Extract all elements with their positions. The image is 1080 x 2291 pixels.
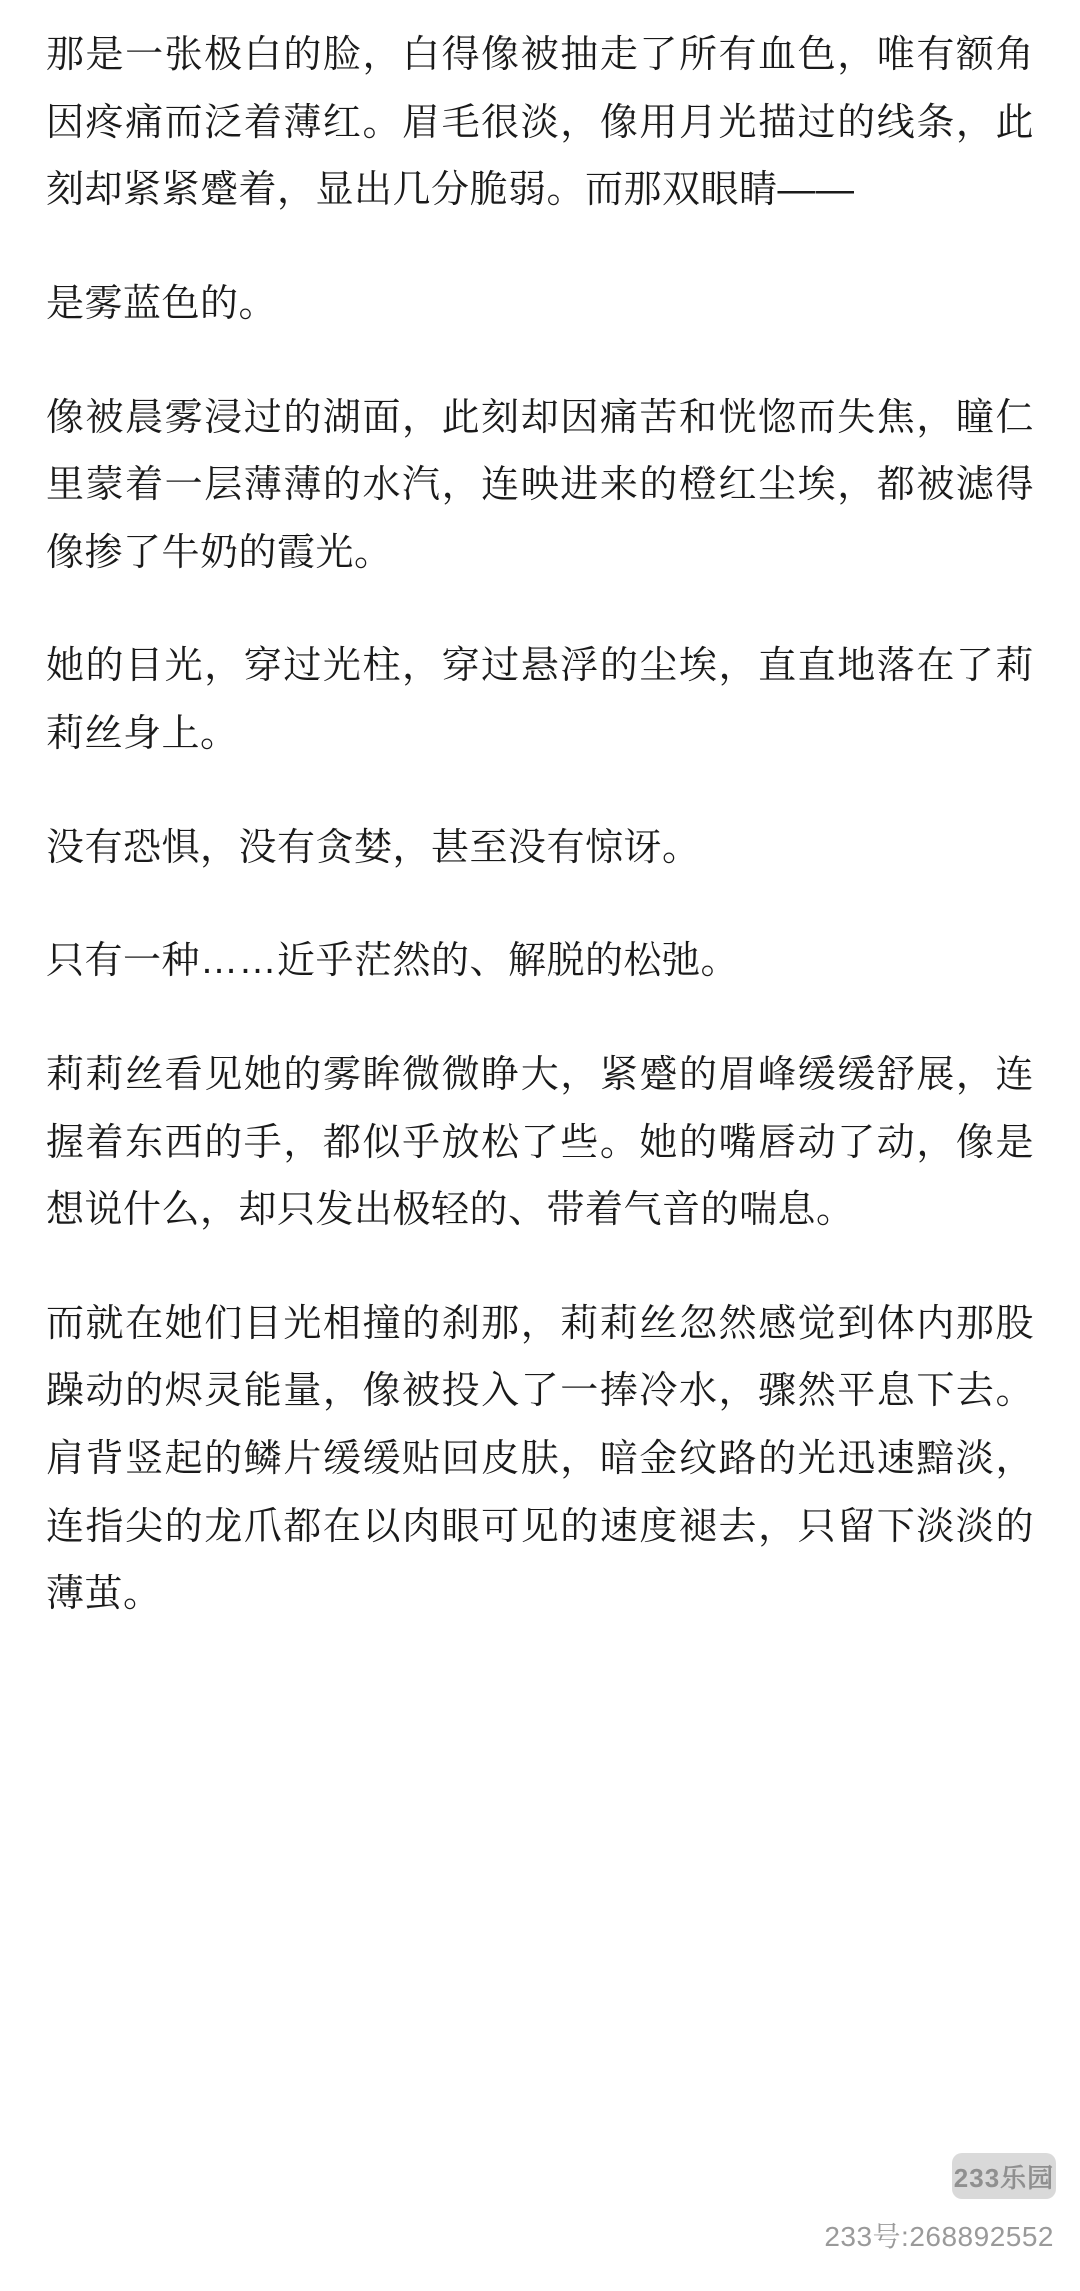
paragraph: 她的目光，穿过光柱，穿过悬浮的尘埃，直直地落在了莉莉丝身上。	[46, 645, 1034, 755]
watermark-logo: 233乐园	[952, 2153, 1056, 2199]
paragraph: 没有恐惧，没有贪婪，甚至没有惊讶。	[46, 826, 701, 869]
paragraph: 莉莉丝看见她的雾眸微微睁大，紧蹙的眉峰缓缓舒展，连握着东西的手，都似乎放松了些。她的嘴唇动了动，像是想说什么，却只发出极轻的、带着气音的喘息。	[46, 1053, 1034, 1232]
paragraph: 像被晨雾浸过的湖面，此刻却因痛苦和恍惚而失焦，瞳仁里蒙着一层薄薄的水汽，连映进来的橙红尘埃，都被滤得像掺了牛奶的霞光。	[46, 396, 1034, 574]
watermark-user-id: 233号:268892552	[824, 2221, 1054, 2252]
paragraph: 那是一张极白的脸，白得像被抽走了所有血色，唯有额角因疼痛而泛着薄红。眉毛很淡，像用月光描过的线条，此刻却紧紧蹙着，显出几分脆弱。而那双眼睛——	[46, 34, 1034, 212]
paragraph: 而就在她们目光相撞的刹那，莉莉丝忽然感觉到体内那股躁动的烬灵能量，像被投入了一捧冷水，骤然平息下去。肩背竖起的鳞片缓缓贴回皮肤，暗金纹路的光迅速黯淡，连指尖的龙爪都在以肉眼可见的速度褪去，只留下淡淡的薄茧。	[46, 1302, 1034, 1616]
paragraph: 是雾蓝色的。	[46, 282, 278, 325]
paragraph: 只有一种……近乎茫然的、解脱的松弛。	[46, 940, 740, 983]
